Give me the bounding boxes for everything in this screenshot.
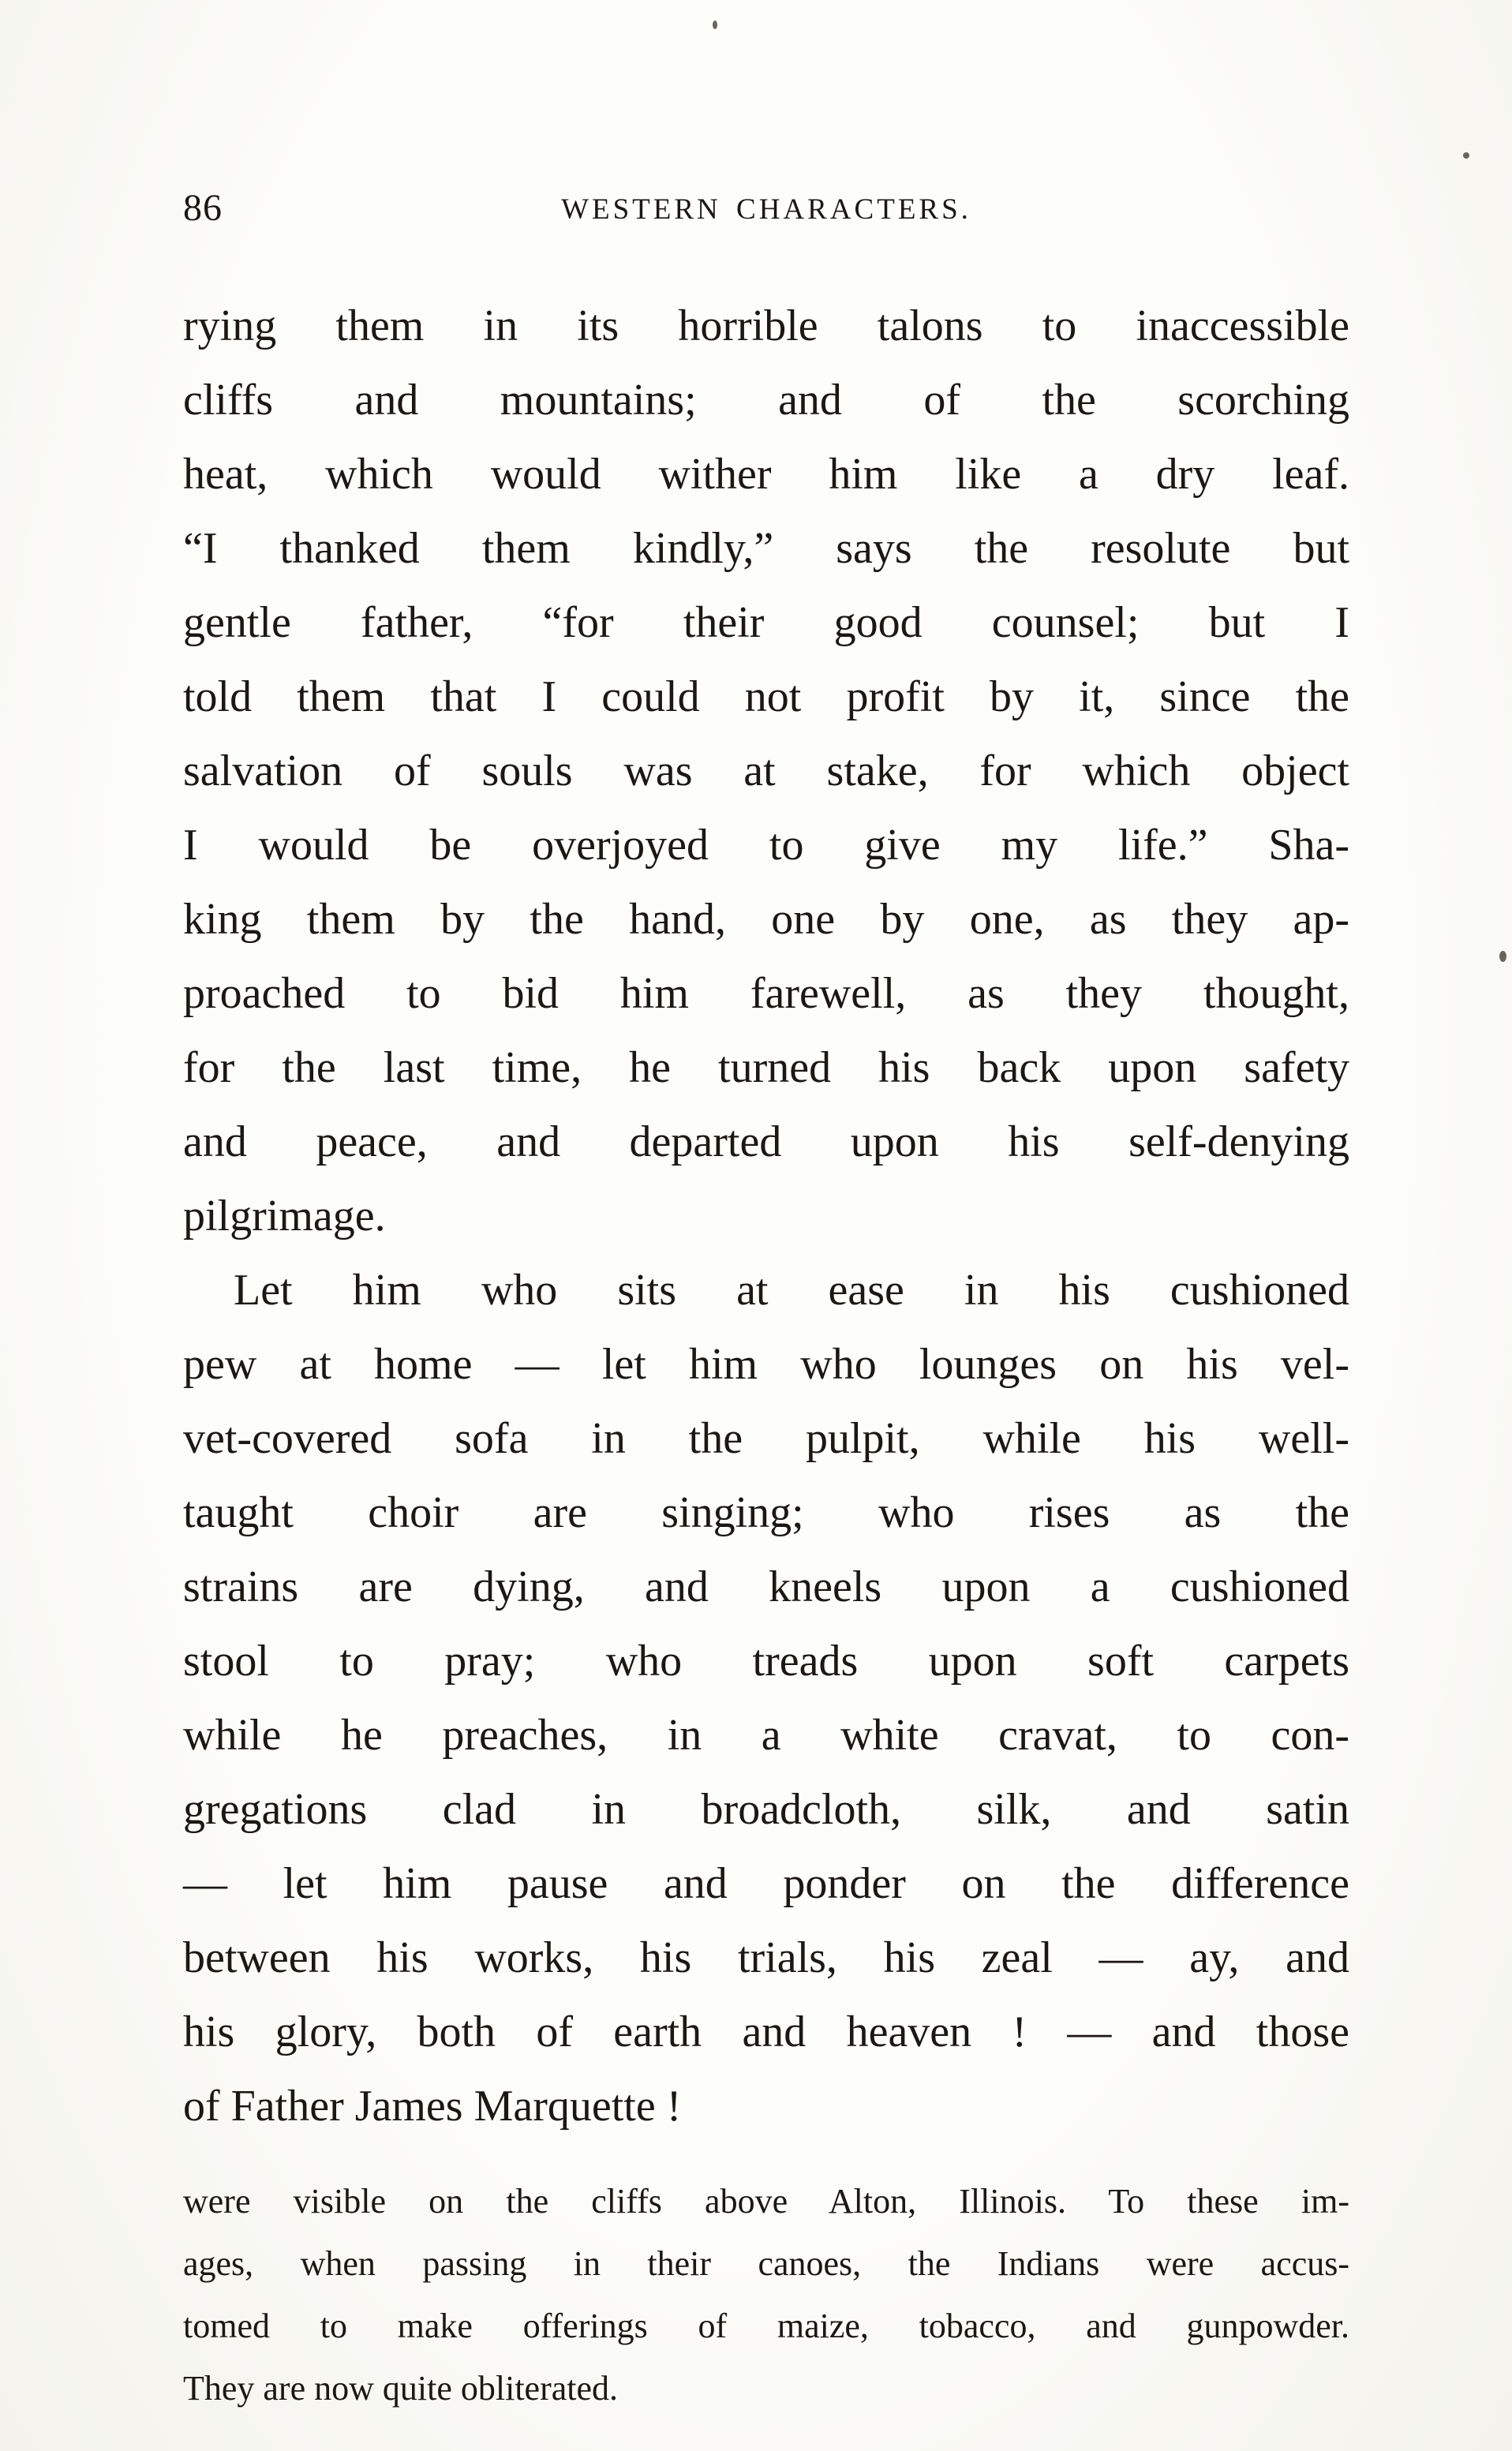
- paragraph: [183, 1253, 1349, 2143]
- footnote: [183, 2170, 1349, 2419]
- text-line: while he preaches, in a white cravat, to con-: [183, 1711, 1349, 1760]
- text-line: between his works, his trials, his zeal — ay, and: [183, 1933, 1349, 1982]
- running-head: [183, 186, 1349, 237]
- scan-speck: [1499, 951, 1506, 962]
- text-line: salvation of souls was at stake, for which object: [183, 747, 1349, 795]
- running-header-title: WESTERN CHARACTERS.: [561, 193, 971, 226]
- body-text: [183, 289, 1349, 2143]
- text-line: vet-covered sofa in the pulpit, while his well-: [183, 1414, 1349, 1463]
- paragraph: [183, 289, 1349, 1253]
- text-line: gregations clad in broadcloth, silk, and satin: [183, 1785, 1349, 1834]
- footnote-line: ages, when passing in their canoes, the Indians were accus-: [183, 2244, 1349, 2283]
- text-line: rying them in its horrible talons to inaccessible: [183, 301, 1349, 350]
- scan-speck: [1463, 152, 1469, 159]
- footnote-line: tomed to make offerings of maize, tobacco, and gunpowder.: [183, 2307, 1349, 2345]
- text-line: his glory, both of earth and heaven ! — and those: [183, 2008, 1349, 2056]
- text-line: heat, which would wither him like a dry leaf.: [183, 450, 1349, 499]
- text-line: — let him pause and ponder on the difference: [183, 1859, 1349, 1908]
- text-line: of Father James Marquette !: [183, 2082, 682, 2131]
- text-line: Let him who sits at ease in his cushioned: [234, 1266, 1349, 1315]
- text-line: proached to bid him farewell, as they thought,: [183, 969, 1349, 1018]
- book-page: [183, 0, 1349, 2419]
- footnote-line: were visible on the cliffs above Alton, Illinois. To these im-: [183, 2182, 1349, 2221]
- text-line: pew at home — let him who lounges on his vel-: [183, 1340, 1349, 1389]
- text-line: “I thanked them kindly,” says the resolute but: [183, 524, 1349, 573]
- text-line: for the last time, he turned his back upon safety: [183, 1043, 1349, 1092]
- text-line: told them that I could not profit by it, since the: [183, 672, 1349, 721]
- text-line: strains are dying, and kneels upon a cushioned: [183, 1562, 1349, 1611]
- text-line: king them by the hand, one by one, as they ap-: [183, 895, 1349, 944]
- text-line: cliffs and mountains; and of the scorching: [183, 376, 1349, 425]
- text-line: taught choir are singing; who rises as the: [183, 1488, 1349, 1537]
- text-line: and peace, and departed upon his self-denying: [183, 1117, 1349, 1166]
- text-line: gentle father, “for their good counsel; but I: [183, 598, 1349, 647]
- text-line: I would be overjoyed to give my life.” Sha-: [183, 821, 1349, 870]
- footnote-line: They are now quite obliterated.: [183, 2369, 619, 2408]
- text-line: stool to pray; who treads upon soft carpets: [183, 1637, 1349, 1686]
- text-line: pilgrimage.: [183, 1192, 386, 1240]
- page-number: 86: [183, 187, 223, 229]
